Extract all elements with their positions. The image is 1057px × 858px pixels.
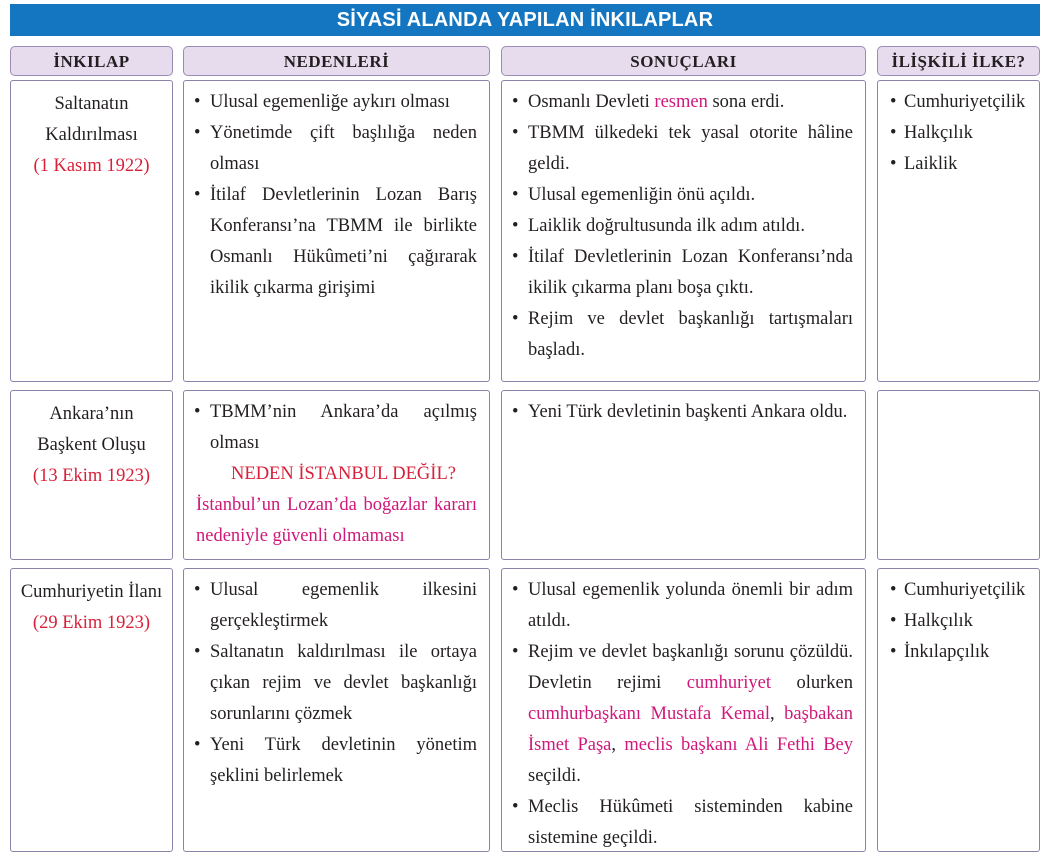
result-item: • Rejim ve devlet başkanlığı tartışmaları başladı.	[508, 304, 853, 366]
inkilap-cell-cumhuriyet	[10, 568, 173, 852]
result-item: • Yeni Türk devletinin başkenti Ankara oldu.	[508, 397, 853, 428]
inkilap-name: Cumhuriyetin İlanı	[20, 582, 163, 602]
principle-item: • Laiklik	[886, 149, 1033, 180]
principles-cell-ankara	[877, 390, 1040, 560]
results-cell-cumhuriyet	[501, 568, 866, 852]
principle-item: • Halkçılık	[886, 118, 1033, 149]
cause-item: • Yeni Türk devletinin yönetim şeklini belirlemek	[190, 730, 477, 792]
principles-cell-saltanat	[877, 80, 1040, 382]
cause-item: • Ulusal egemenlik ilkesini gerçekleştirmek	[190, 575, 477, 637]
page-title: SİYASİ ALANDA YAPILAN İNKILAPLAR	[10, 4, 1040, 36]
inkilap-cell-ankara	[10, 390, 173, 560]
header-inkilap: İNKILAP	[10, 46, 173, 76]
result-item: • İtilaf Devletlerinin Lozan Konferansı’nda ikilik çıkarma planı boşa çıktı.	[508, 242, 853, 304]
inkilap-date: (13 Ekim 1923)	[32, 466, 151, 486]
result-item: • Rejim ve devlet başkanlığı sorunu çözüldü. Devletin rejimi cumhuriyet olurken cumhurbaşkanı Mustafa Kemal, başbakan İsmet Paşa, meclis başkanı Ali Fethi Bey seçildi.	[508, 637, 853, 792]
principles-cell-cumhuriyet	[877, 568, 1040, 852]
result-item: • Laiklik doğrultusunda ilk adım atıldı.	[508, 211, 853, 242]
inkilap-date: (1 Kasım 1922)	[33, 156, 150, 176]
principle-item: • Cumhuriyetçilik	[886, 575, 1033, 606]
principle-item: • Cumhuriyetçilik	[886, 87, 1033, 118]
inkilap-date: (29 Ekim 1923)	[32, 613, 151, 633]
causes-cell-ankara	[183, 390, 490, 560]
inkilap-name: Ankara’nın	[49, 404, 134, 424]
result-item: • Meclis Hükûmeti sisteminden kabine sistemine geçildi.	[508, 792, 853, 854]
question-answer: İstanbul’un Lozan’da boğazlar kararı nedeniyle güvenli olmaması	[196, 495, 477, 546]
principle-item: • Halkçılık	[886, 606, 1033, 637]
header-nedenleri: NEDENLERİ	[183, 46, 490, 76]
header-iliskili-ilke: İLİŞKİLİ İLKE?	[877, 46, 1040, 76]
inkilap-name: Kaldırılması	[45, 125, 138, 145]
cause-item: • İtilaf Devletlerinin Lozan Barış Konferansı’na TBMM ile birlikte Osmanlı Hükûmeti’ni çağırarak ikilik çıkarma girişimi	[190, 180, 477, 304]
results-cell-ankara	[501, 390, 866, 560]
question-heading: NEDEN İSTANBUL DEĞİL?	[231, 464, 456, 484]
result-item: • TBMM ülkedeki tek yasal otorite hâline geldi.	[508, 118, 853, 180]
cause-item: • Yönetimde çift başlılığa neden olması	[190, 118, 477, 180]
result-item: • Osmanlı Devleti resmen sona erdi.	[508, 87, 853, 118]
result-item: • Ulusal egemenlik yolunda önemli bir adım atıldı.	[508, 575, 853, 637]
inkilap-cell-saltanat	[10, 80, 173, 382]
cause-item: • Ulusal egemenliğe aykırı olması	[190, 87, 477, 118]
cause-item: • Saltanatın kaldırılması ile ortaya çıkan rejim ve devlet başkanlığı sorunlarını çözmek	[190, 637, 477, 730]
causes-cell-cumhuriyet	[183, 568, 490, 852]
result-item: • Ulusal egemenliğin önü açıldı.	[508, 180, 853, 211]
causes-cell-saltanat	[183, 80, 490, 382]
results-cell-saltanat	[501, 80, 866, 382]
principle-item: • İnkılapçılık	[886, 637, 1033, 668]
header-sonuclari: SONUÇLARI	[501, 46, 866, 76]
cause-item: • TBMM’nin Ankara’da açılmış olması	[190, 397, 477, 459]
inkilap-name: Başkent Oluşu	[37, 435, 146, 455]
inkilap-name: Saltanatın	[54, 94, 129, 114]
